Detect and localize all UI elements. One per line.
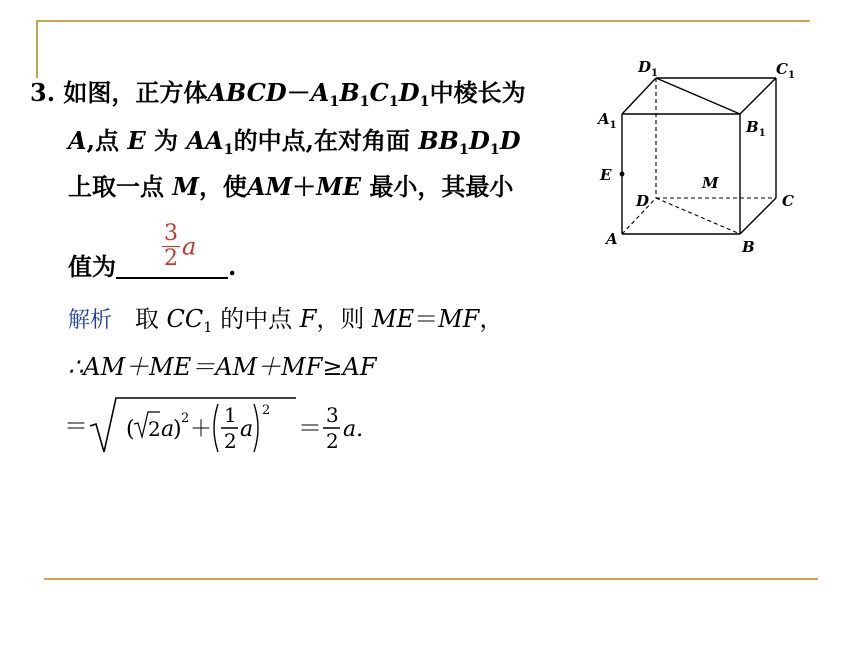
text: F xyxy=(299,305,317,333)
text: MF xyxy=(438,305,480,333)
subscript: 1 xyxy=(359,93,370,111)
text: CC xyxy=(166,305,204,333)
text: B xyxy=(339,78,360,107)
answer-blank[interactable] xyxy=(116,253,228,279)
paren-open: ( xyxy=(126,417,135,442)
text: D xyxy=(499,126,521,155)
var-a: a. xyxy=(343,417,364,442)
text: ,点 xyxy=(86,126,119,155)
text: ABCD xyxy=(207,78,287,107)
label-m: M xyxy=(702,174,719,192)
problem-line-4 xyxy=(68,252,236,282)
text: BB xyxy=(418,126,459,155)
subscript: 1 xyxy=(458,141,469,159)
subscript: 1 xyxy=(223,141,234,159)
text: 取 xyxy=(134,305,159,333)
frac-num: 3 xyxy=(326,403,339,427)
problem-line-2 xyxy=(68,126,521,159)
text: 中棱长为 xyxy=(429,78,526,107)
label-c1: $C_1$ xyxy=(776,60,795,81)
answer-numerator: 3 xyxy=(164,221,178,246)
frac-num: 1 xyxy=(224,403,237,427)
solution-label: 解析 xyxy=(68,308,113,333)
label-e: E xyxy=(600,166,612,184)
label-a1: $A_1$ xyxy=(598,110,617,131)
subscript: 1 xyxy=(388,93,399,111)
text: ME xyxy=(316,172,361,201)
eq-sign: ＝ xyxy=(64,412,88,440)
exponent: 2 xyxy=(181,411,190,426)
answer-denominator: 2 xyxy=(164,246,178,271)
text: － xyxy=(286,78,311,107)
text: 如图，正方体 xyxy=(63,78,208,107)
var-a: a xyxy=(240,417,254,442)
problem-number: 3. xyxy=(30,78,56,107)
text: . xyxy=(228,252,237,281)
label-c: C xyxy=(782,192,794,210)
exponent: 2 xyxy=(262,403,271,418)
text: AA xyxy=(186,126,224,155)
label-a: A xyxy=(606,230,618,248)
label-b1: $B_1$ xyxy=(746,118,766,139)
text: C xyxy=(369,78,389,107)
bottom-rule xyxy=(44,578,818,580)
text: ＝ xyxy=(414,305,439,333)
point-e xyxy=(620,172,625,177)
label-d: D xyxy=(636,192,650,210)
problem-line-1 xyxy=(30,78,526,111)
text: 上取一点 xyxy=(68,172,164,201)
text: D xyxy=(398,78,420,107)
label-d1: $D_1$ xyxy=(638,58,658,79)
text: ME xyxy=(372,305,415,333)
subscript: 1 xyxy=(419,93,430,111)
subscript: 1 xyxy=(489,141,500,159)
edge-b1c1 xyxy=(740,78,776,114)
hidden-diagonal-db xyxy=(656,198,740,234)
left-rule xyxy=(36,20,38,78)
eq-sign: ＝ xyxy=(298,414,322,442)
frac-den: 2 xyxy=(326,429,339,453)
text: AM xyxy=(246,172,293,201)
text: 的中点,在对角面 xyxy=(233,126,410,155)
text: E xyxy=(127,126,146,155)
sqrt-two: 2 xyxy=(148,417,161,441)
diagonal-d1b1 xyxy=(656,78,740,114)
text: ，使 xyxy=(198,172,247,201)
top-rule xyxy=(36,20,810,22)
text: 为 xyxy=(154,126,178,155)
var-a: a xyxy=(161,417,175,442)
label-b: B xyxy=(742,238,755,256)
big-paren-open xyxy=(214,404,218,452)
subscript: 1 xyxy=(203,320,213,337)
problem-line-3 xyxy=(68,172,513,202)
text: A xyxy=(68,126,87,155)
subscript: 1 xyxy=(329,93,340,111)
text: 的中点 xyxy=(220,305,293,333)
big-paren-close xyxy=(254,404,258,452)
text: D xyxy=(468,126,490,155)
solution-line-1 xyxy=(68,304,503,336)
text: ，则 xyxy=(316,305,365,333)
text: ， xyxy=(479,305,504,333)
cube-figure xyxy=(590,56,810,266)
paren-close: ) xyxy=(173,417,182,442)
text: A xyxy=(310,78,330,107)
text: ＋ xyxy=(292,172,317,201)
plus-sign: ＋ xyxy=(190,417,213,442)
text: M xyxy=(172,172,199,201)
sqrt-formula xyxy=(64,394,384,458)
solution-line-2: ∴AM＋ME＝AM＋MF≥AF xyxy=(68,353,377,381)
edge-bc xyxy=(740,198,776,234)
edge-a1d1 xyxy=(622,78,656,114)
answer-variable: a xyxy=(182,232,197,261)
frac-den: 2 xyxy=(224,429,237,453)
text: 最小，其最小 xyxy=(369,172,514,201)
text: 值为 xyxy=(68,252,116,281)
